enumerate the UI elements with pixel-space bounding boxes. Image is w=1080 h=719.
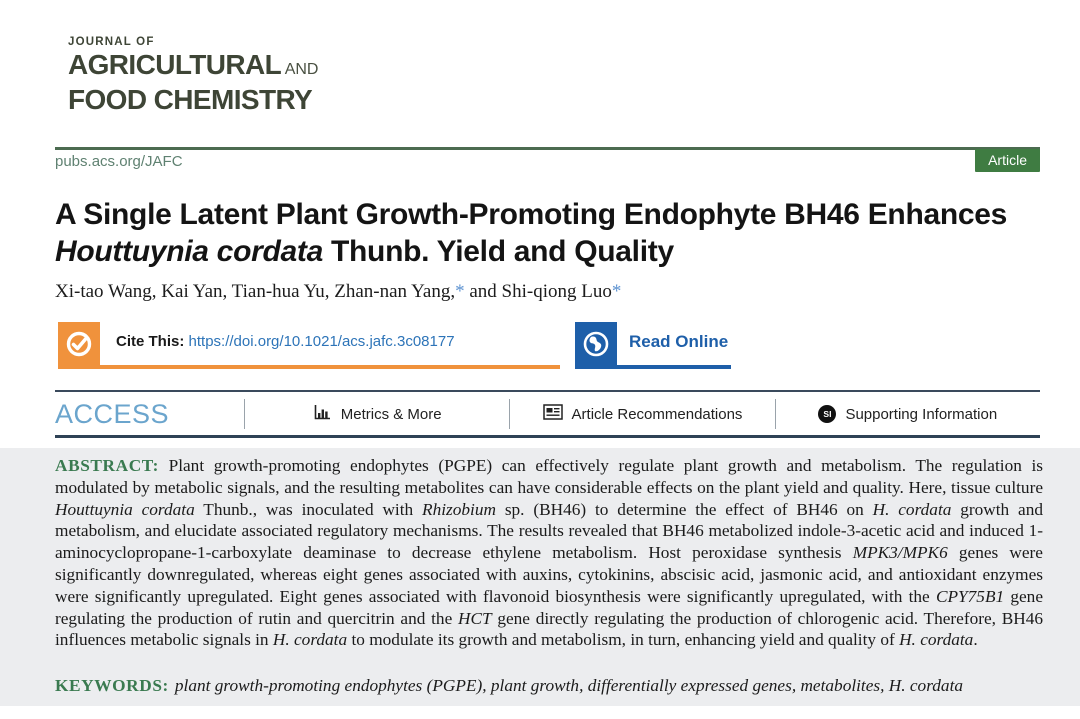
newspaper-icon (543, 404, 563, 424)
cite-underline (58, 365, 560, 369)
keywords-text: plant growth-promoting endophytes (PGPE), plant growth, differentially expressed genes, metabolites, H. cordata (174, 676, 964, 695)
abstract-label: ABSTRACT: (55, 456, 159, 475)
check-circle-icon (58, 322, 100, 365)
journal-url-link[interactable]: pubs.acs.org/JAFC (55, 153, 183, 170)
authors-line[interactable]: Xi-tao Wang, Kai Yan, Tian-hua Yu, Zhan-nan Yang,* and Shi-qiong Luo* (55, 281, 622, 302)
globe-icon (575, 322, 617, 365)
journal-logo (68, 36, 318, 115)
keywords-label: KEYWORDS: (55, 676, 169, 695)
article-recommendations-link[interactable] (543, 404, 743, 424)
read-online-underline (575, 365, 731, 369)
doi-link[interactable]: https://doi.org/10.1021/acs.jafc.3c08177 (188, 333, 455, 350)
metrics-and-more-label: Metrics & More (340, 405, 442, 423)
journal-logo-kicker: JOURNAL OF (68, 36, 155, 48)
article-recommendations-label: Article Recommendations (571, 405, 743, 423)
access-bar-top-rule (55, 390, 1040, 392)
abstract-section (0, 448, 1080, 706)
supporting-information-link[interactable] (818, 405, 997, 423)
cite-this-label: Cite This: (116, 333, 189, 350)
keywords-line (55, 676, 1043, 696)
si-badge-icon: SI (818, 405, 836, 423)
journal-logo-line1: AGRICULTURAL AND (68, 49, 319, 80)
access-label[interactable]: ACCESS (55, 398, 170, 429)
metrics-and-more-link[interactable] (313, 404, 442, 425)
abstract-text: Plant growth-promoting endophytes (PGPE) can effectively regulate plant growth and metabolism. The regulation is modulated by metabolic signals, and the resulting metabolites can have considerable effects on the plant yield and quality. Here, tissue culture Houttuynia cordata Thunb., was inoculated with Rhizobium sp. (BH46) to determine the effect of BH46 on H. cordata growth and metabolism, and elucidate associated regulatory mechanisms. The results revealed that BH46 metabolized indole-3-acetic acid and induced 1-aminocyclopropane-1-carboxylate deaminase to decrease ethylene metabolism. Host peroxidase synthesis MPK3/MPK6 genes were significantly downregulated, whereas eight genes associated with auxins, cytokinins, abscisic acid, jasmonic acid, and antioxidant enzymes were significantly upregulated. Eight genes associated with flavonoid biosynthesis were significantly upregulated, with the CPY75B1 gene regulating the production of rutin and quercitrin and the HCT gene directly regulating the production of chlorogenic acid. Therefore, BH46 influences metabolic signals in H. cordata to modulate its growth and metabolism, in turn, enhancing yield and quality of H. cordata. (55, 456, 1044, 650)
page-title: A Single Latent Plant Growth-Promoting Endophyte BH46 Enhances Houttuynia cordata Thunb. Yield and Quality (55, 198, 1008, 268)
bar-chart-icon (313, 404, 332, 425)
article-type-badge: Article (975, 149, 1040, 172)
cite-this-text (116, 333, 455, 350)
read-online-label[interactable]: Read Online (629, 332, 729, 351)
journal-logo-line2: FOOD CHEMISTRY (68, 84, 313, 115)
supporting-information-label: Supporting Information (845, 405, 998, 423)
header-rule (55, 147, 1040, 150)
abstract-paragraph (55, 455, 1043, 651)
access-bar-bottom-rule (55, 435, 1040, 438)
access-bar (55, 394, 1040, 434)
